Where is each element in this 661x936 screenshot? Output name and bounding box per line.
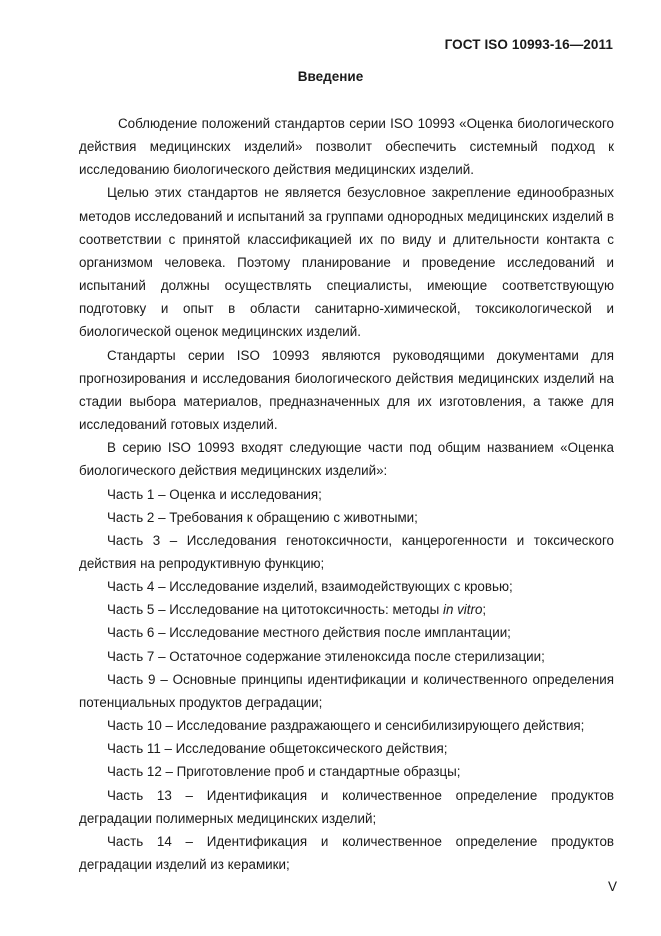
list-item: Часть 3 – Исследования генотоксичности, канцерогенности и токсического действия на репродуктивную функцию; [79,532,614,571]
paragraph-purpose: Целью этих стандартов не является безусловное закрепление единообразных методов исследований и испытаний за группами однородных медицинских изделий в соответствии с принятой классификацией их по виду и длительности контакта с организмом человека. Поэтому планирование и проведение исследований и испытаний должны осуществлять специалисты, имеющие соответствующую подготовку и опыт в области санитарно-химической, токсикологической и биологической оценок медицинских изделий. [79,185,614,340]
list-item: Часть 14 – Идентификация и количественное определение продуктов деградации изделий из керамики; [79,833,614,872]
section-title: Введение [297,69,364,84]
list-item: Часть 11 – Исследование общетоксического действия; [107,741,448,757]
list-item: Часть 12 – Приготовление проб и стандартные образцы; [107,764,461,780]
list-item: Часть 13 – Идентификация и количественное определение продуктов деградации полимерных медицинских изделий; [79,787,614,826]
italic-term: in vitro [442,602,483,618]
page-number: V [607,879,617,894]
document-body [79,112,614,876]
list-item: Часть 6 – Исследование местного действия после имплантации; [107,625,511,641]
paragraph-series-parts: В серию ISO 10993 входят следующие части под общим названием «Оценка биологического действия медицинских изделий»: [79,440,614,479]
list-item: Часть 10 – Исследование раздражающего и сенсибилизирующего действия; [107,718,585,734]
document-code-header: ГОСТ ISO 10993-16—2011 [444,37,613,52]
list-item [79,598,614,621]
list-item: Часть 9 – Основные принципы идентификации и количественного определения потенциальных продуктов деградации; [79,671,614,710]
list-item-end: ; [482,602,487,618]
list-item: Часть 7 – Остаточное содержание этиленоксида после стерилизации; [107,648,545,664]
paragraph-standards: Стандарты серии ISO 10993 являются руководящими документами для прогнозирования и исследования биологического действия медицинских изделий на стадии выбора материалов, предназначенных для их изготовления, а также для исследований готовых изделий. [79,347,614,433]
list-item: Часть 2 – Требования к обращению с животными; [107,509,418,525]
list-item-text: Часть 5 – Исследование на цитотоксичность: методы [107,602,443,618]
list-item: Часть 4 – Исследование изделий, взаимодействующих с кровью; [107,579,513,595]
paragraph-intro: Соблюдение положений стандартов серии ISO 10993 «Оценка биологического действия медицинских изделий» позволит обеспечить системный подход к исследованию биологического действия медицинских изделий. [79,116,614,178]
list-item: Часть 1 – Оценка и исследования; [107,486,322,502]
